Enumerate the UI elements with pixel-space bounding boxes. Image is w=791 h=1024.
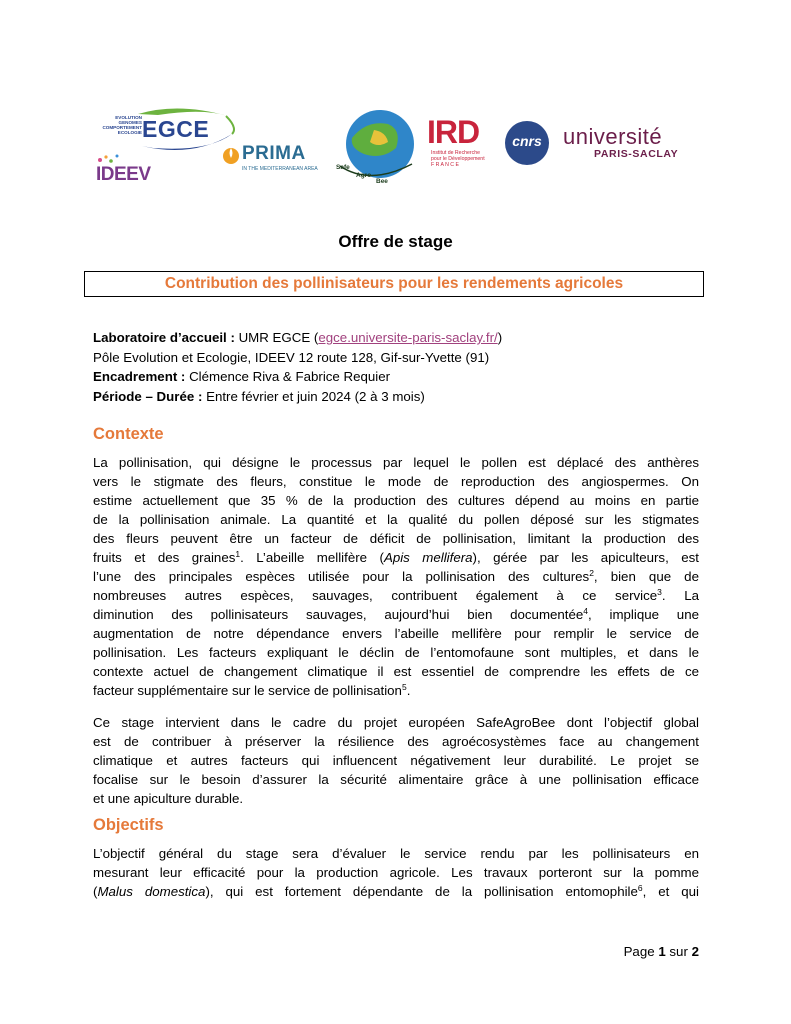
logos-banner bbox=[90, 102, 700, 192]
subject-title: Contribution des pollinisateurs pour les rendements agricoles bbox=[164, 275, 624, 292]
footnote-ref: 5 bbox=[401, 682, 407, 692]
info-block bbox=[93, 328, 703, 406]
safe-word: Safe bbox=[336, 164, 350, 171]
ird-logo bbox=[427, 114, 499, 182]
egce-logo-text: EGCE bbox=[142, 116, 210, 142]
contexte-paragraph-2 bbox=[93, 713, 699, 808]
lab-value: UMR EGCE ( bbox=[234, 330, 319, 345]
subject-box bbox=[84, 271, 704, 297]
text-line: (Malus domestica), qui est fortement dépendante de la pollinisation entomophile$^6$, et qui bbox=[93, 883, 699, 899]
footnote-ref: 1 bbox=[235, 549, 241, 559]
egce-logo bbox=[98, 106, 230, 152]
period-value: Entre février et juin 2024 (2 à 3 mois) bbox=[202, 388, 425, 404]
period-label: Période – Durée : bbox=[93, 388, 203, 404]
prima-drop-icon bbox=[222, 144, 240, 166]
lab-line bbox=[93, 328, 703, 348]
contexte-paragraph-1 bbox=[93, 453, 699, 700]
page-title: Offre de stage bbox=[338, 232, 453, 251]
text-line: mesurant leur efficacité pour la production agricole. Les travaux porteront sur la pomme bbox=[93, 865, 699, 880]
text-line: vers le stigmate des fleurs, constitue le mode de reproduction des angiospermes. On bbox=[93, 474, 699, 489]
egce-tagline: EVOLUTION GENOMES COMPORTEMENT ECOLOGIE bbox=[102, 115, 142, 135]
lab-value-suffix: ) bbox=[497, 330, 503, 345]
text-line: diminution des pollinisateurs sauvages, aujourd’hui bien documentée$^4$, implique une bbox=[93, 606, 699, 622]
lab-label: Laboratoire d’accueil : bbox=[93, 330, 235, 345]
universite-paris-saclay-logo bbox=[560, 122, 700, 162]
safeagrobee-logo bbox=[330, 108, 420, 188]
bee-word: Bee bbox=[376, 178, 388, 185]
text-line: climatique et autres facteurs qui influencent négativement leur durabilité. Le projet se bbox=[93, 753, 699, 768]
section-heading-objectifs: Objectifs bbox=[93, 816, 164, 834]
supervision-line bbox=[93, 367, 703, 387]
text-line: augmentation de notre dépendance envers l’abeille mellifère pour remplir le service de bbox=[93, 626, 699, 641]
agro-word: Agro bbox=[356, 172, 372, 179]
text-line: La pollinisation, qui désigne le processus par lequel le pollen est déplacé des anthères bbox=[93, 455, 699, 470]
text-line: fruits et des graines$^1$. L’abeille mellifère (Apis mellifera), gérée par les apiculteurs, est bbox=[93, 549, 699, 565]
text-line: L’objectif général du stage sera d’évaluer le service rendu par les pollinisateurs en bbox=[93, 846, 699, 861]
text-line: Ce stage intervient dans le cadre du projet européen SafeAgroBee dont l’objectif global bbox=[93, 715, 699, 730]
text-line: des fleurs peuvent être un facteur de déficit de pollinisation, limitant la production des bbox=[93, 531, 699, 546]
footnote-ref: 4 bbox=[583, 606, 589, 616]
ird-tagline: Institut de Recherche pour le Développement F R A N C E bbox=[431, 150, 485, 168]
supervision-value: Clémence Riva & Fabrice Requier bbox=[185, 369, 391, 384]
footnote-ref: 3 bbox=[657, 587, 662, 597]
footnote-ref: 2 bbox=[589, 568, 594, 578]
ideev-logo-text: IDEEV bbox=[96, 164, 151, 185]
cnrs-logo bbox=[504, 120, 550, 166]
prima-logo-text: PRIMA bbox=[242, 143, 306, 164]
prima-tagline: IN THE MEDITERRANEAN AREA bbox=[242, 166, 318, 172]
cnrs-logo-text: cnrs bbox=[512, 133, 542, 149]
text-line: facteur supplémentaire sur le service de pollinisation$^5$. bbox=[93, 682, 411, 698]
footnote-ref: 6 bbox=[637, 883, 643, 893]
text-line: et une apiculture durable. bbox=[93, 791, 244, 806]
lab-website-link[interactable]: egce.universite-paris-saclay.fr/ bbox=[318, 330, 498, 345]
text-line: l’une des principales espèces utilisée pour la pollinisation des cultures$^2$, bien que de bbox=[93, 568, 699, 584]
objectifs-paragraph-1 bbox=[93, 844, 699, 901]
section-heading-contexte: Contexte bbox=[93, 425, 164, 443]
address-line: Pôle Evolution et Ecologie, IDEEV 12 route 128, Gif-sur-Yvette (91) bbox=[93, 349, 490, 365]
text-line: contexte actuel de changement climatique il est essentiel de comprendre les effets de ce bbox=[93, 664, 699, 679]
ups-logo-text: université bbox=[563, 124, 663, 149]
text-line: pollinisation. Les facteurs expliquant le déclin de l’entomofaune sont multiples, et dans le bbox=[93, 645, 699, 660]
safeagrobee-globe-icon bbox=[330, 108, 420, 188]
ups-tagline: PARIS-SACLAY bbox=[594, 148, 679, 160]
text-line: estime actuellement que 35 % de la production des cultures dépend au moins en partie bbox=[93, 493, 699, 508]
ideev-logo bbox=[94, 158, 164, 188]
ird-logo-text: IRD bbox=[427, 114, 480, 150]
period-line bbox=[93, 387, 703, 407]
text-line: focalise sur le besoin d’assurer la sécurité alimentaire grâce à une pollinisation efficace bbox=[93, 772, 699, 787]
page-number: Page 1 sur 2 bbox=[623, 944, 699, 959]
text-line: nombreuses autres espèces, sauvages, contribuent également à ce service$^3$. La bbox=[93, 587, 699, 603]
text-line: est de contribuer à préserver la résilience des agroécosystèmes face au changement bbox=[93, 734, 699, 749]
text-line: de la pollinisation animale. La quantité et la qualité du pollen déposé sur les stigmates bbox=[93, 512, 699, 527]
supervision-label: Encadrement : bbox=[93, 369, 186, 384]
prima-logo bbox=[222, 142, 332, 178]
